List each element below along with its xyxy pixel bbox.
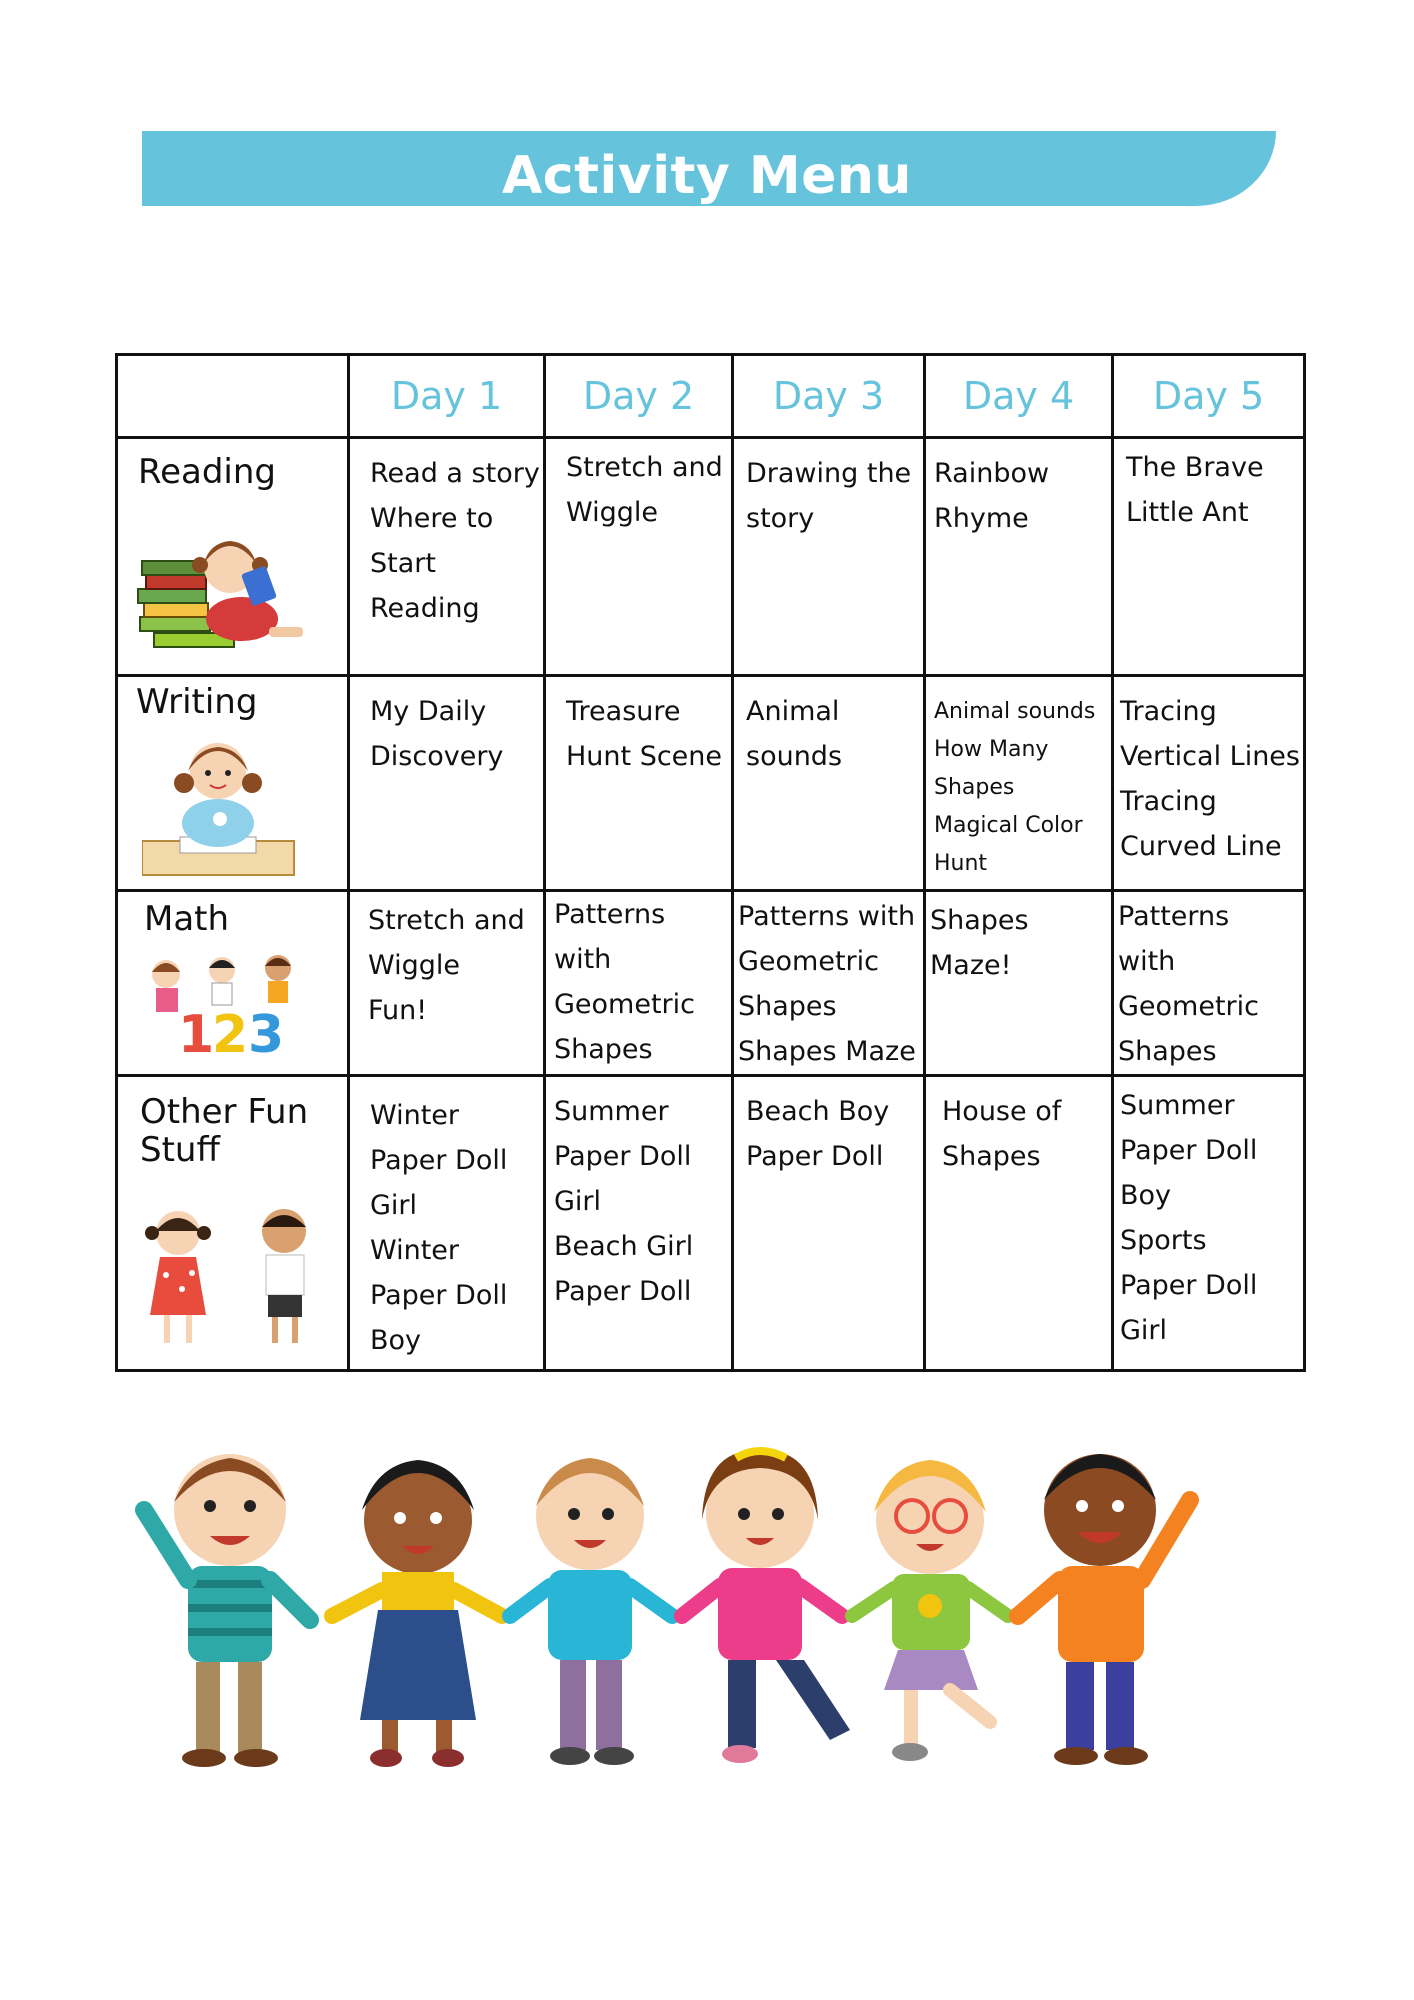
activity-cell: Treasure Hunt Scene: [545, 676, 733, 891]
activity-cell: Animal sounds How Many Shapes Magical Color Hunt: [925, 676, 1113, 891]
page-title: Activity Menu: [502, 146, 912, 206]
activity-cell: Animal sounds: [733, 676, 925, 891]
activity-cell: Read a story Where to Start Reading: [349, 438, 545, 676]
svg-text:3: 3: [248, 1005, 285, 1060]
table-row: [117, 1076, 1305, 1371]
activity-cell: My Daily Discovery: [349, 676, 545, 891]
table-row: [117, 891, 1305, 1076]
table-row: [117, 676, 1305, 891]
header-row: [117, 355, 1305, 438]
kid-boy-orange-icon: [1018, 1454, 1190, 1765]
day-header: Day 5: [1113, 355, 1305, 438]
kid-girl-blue-icon: [510, 1458, 672, 1765]
row-label: Other Fun Stuff: [140, 1092, 309, 1170]
day-header: Day 1: [349, 355, 545, 438]
boy-girl-waving-icon: [134, 1205, 334, 1355]
activity-cell: Stretch and Wiggle: [545, 438, 733, 676]
kid-girl-glasses-icon: [852, 1460, 1008, 1761]
corner-cell: [117, 355, 349, 438]
row-header-cell: [117, 438, 349, 676]
activity-cell: Shapes Maze!: [925, 891, 1113, 1076]
kid-girl-pink-icon: [682, 1450, 850, 1763]
row-header-cell: [117, 891, 349, 1076]
activity-cell: Patterns with Geometric Shapes: [1113, 891, 1305, 1076]
activity-cell: The Brave Little Ant: [1113, 438, 1305, 676]
activity-cell: Winter Paper Doll Girl Winter Paper Doll Boy: [349, 1076, 545, 1371]
activity-cell: House of Shapes: [925, 1076, 1113, 1371]
activity-table: [115, 353, 1306, 1372]
kids-holding-hands-illustration: [130, 1440, 1290, 1780]
activity-cell: Rainbow Rhyme: [925, 438, 1113, 676]
day-header: Day 2: [545, 355, 733, 438]
activity-cell: Summer Paper Doll Boy Sports Paper Doll Girl: [1113, 1076, 1305, 1371]
activity-cell: Patterns with Geometric Shapes: [545, 891, 733, 1076]
row-header-cell: [117, 1076, 349, 1371]
activity-cell: Patterns with Geometric Shapes Shapes Maze: [733, 891, 925, 1076]
girl-reading-icon: [134, 517, 304, 663]
kid-girl-curly-icon: [332, 1460, 502, 1767]
kid-boy-striped-icon: [144, 1454, 310, 1767]
row-label: Math: [144, 899, 230, 939]
row-label: Reading: [138, 452, 277, 492]
activity-cell: Summer Paper Doll Girl Beach Girl Paper Doll: [545, 1076, 733, 1371]
row-header-cell: [117, 676, 349, 891]
girl-writing-icon: [142, 731, 302, 881]
activity-cell: Tracing Vertical Lines Tracing Curved Line: [1113, 676, 1305, 891]
activity-cell: Stretch and Wiggle Fun!: [349, 891, 545, 1076]
svg-text:1: 1: [178, 1005, 215, 1060]
svg-text:2: 2: [212, 1005, 249, 1060]
day-header: Day 4: [925, 355, 1113, 438]
activity-cell: Drawing the story: [733, 438, 925, 676]
kids-123-icon: [140, 950, 310, 1060]
activity-cell: Beach Boy Paper Doll: [733, 1076, 925, 1371]
table-row: [117, 438, 1305, 676]
day-header: Day 3: [733, 355, 925, 438]
row-label: Writing: [136, 682, 258, 722]
